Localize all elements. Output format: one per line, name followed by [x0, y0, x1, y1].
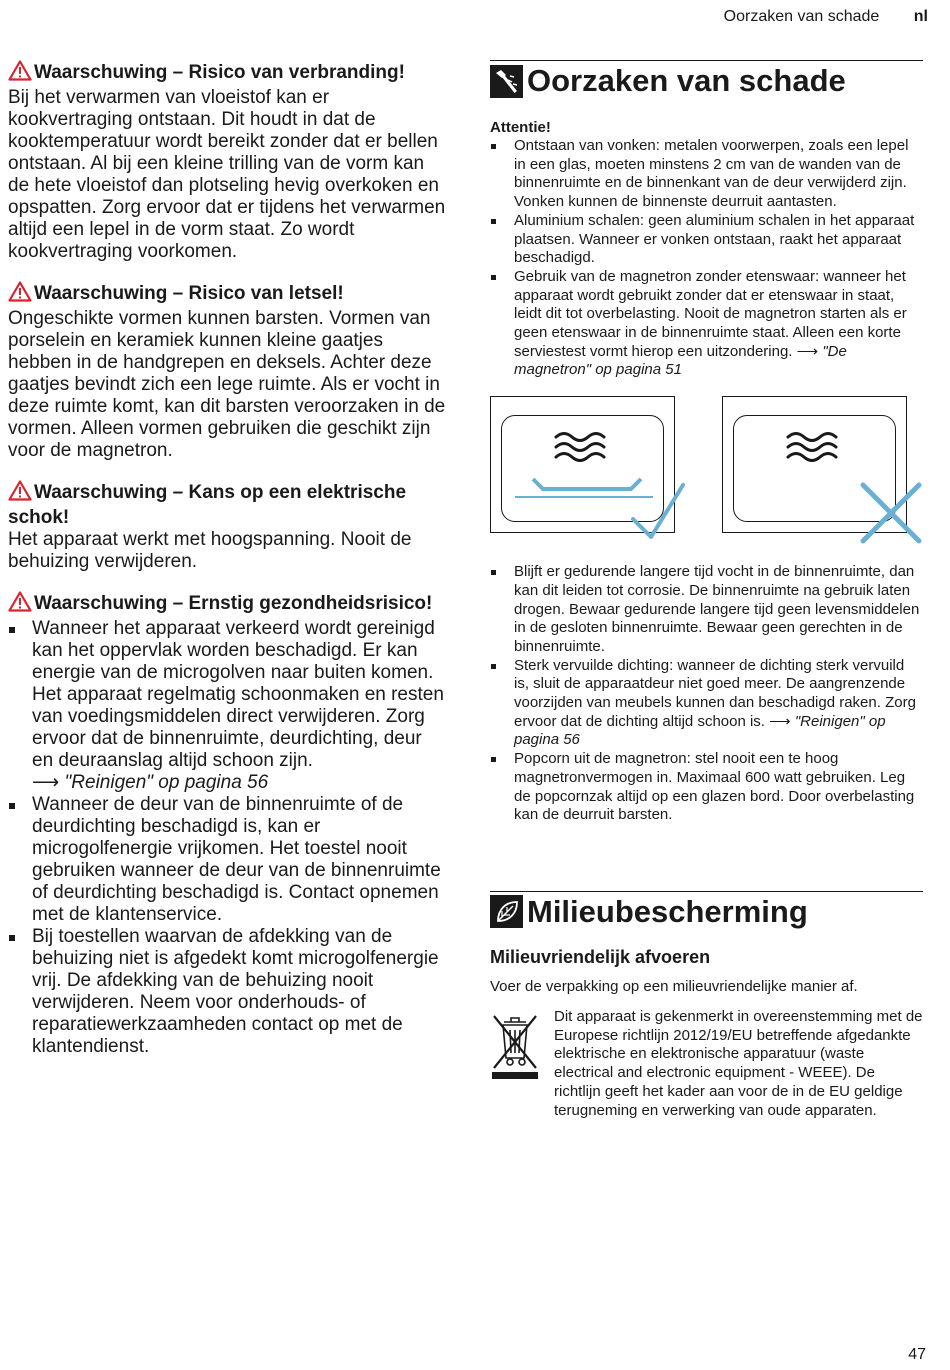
subheading: Milieuvriendelijk afvoeren [490, 946, 711, 967]
list-item: Ontstaan van vonken: metalen voorwerpen, zoals een lepel in een glas, moeten minstens 2 cm van de wanden van de binnenruimte en de binnenkant van de deur verwijderd zijn. Vonken kunnen de binnenste deurruit aantasten. [490, 137, 923, 212]
section-title: Oorzaken van schade [527, 63, 846, 98]
paragraph: Voer de verpakking op een milieuvriendelijke manier af. [490, 977, 858, 995]
warning-triangle-icon [8, 60, 32, 87]
list-item: Bij toestellen waarvan de afdekking van de behuizing niet is afgedekt komt microgolfenergie vrij. De afdekking van de behuizing nooit verwijderen. Neem voor onderhouds- of reparatiewerkzaamheden contact op met de klantendienst. [8, 926, 446, 1058]
section-environment [490, 891, 923, 1120]
warning-triangle-icon [8, 281, 32, 308]
section-header-environment [490, 891, 923, 930]
microwave-correct-illustration [490, 396, 675, 533]
cross-reference-link[interactable]: "Reinigen" op pagina 56 [64, 772, 269, 793]
list-item: Blijft er gedurende langere tijd vocht in de binnenruimte, dan kan dit leiden tot corrosie. De binnenruimte na gebruik laten drogen. Bewaar gedurende langere tijd geen levensmiddelen in de gesloten binnenruimte. Bewaar geen gerechten in de binnenruimte. [490, 563, 923, 657]
warning-body: Het apparaat werkt met hoogspanning. Nooit de behuizing verwijderen. [8, 529, 412, 572]
left-column [8, 60, 446, 1076]
warning-list [8, 618, 446, 1058]
list-item: Aluminium schalen: geen aluminium schalen in het apparaat plaatsen. Wanneer er vonken ontstaan, raakt het apparaat beschadigd. [490, 212, 923, 268]
microwave-wrong-illustration [722, 396, 907, 533]
section-title: Milieubescherming [527, 893, 808, 929]
warning-title: Waarschuwing – Risico van letsel! [34, 283, 344, 304]
cross-reference-link[interactable]: "Reinigen" op pagina 56 [514, 712, 886, 749]
warning-triangle-icon [8, 591, 32, 618]
microwave-illustration [490, 396, 923, 546]
warning-title: Waarschuwing – Kans op een elektrische schok! [8, 482, 407, 528]
damage-list-1 [490, 137, 923, 380]
weee-text: Dit apparaat is gekenmerkt in overeenstemming met de Europese richtlijn 2012/19/EU betreffende afgedankte elektrische en elektronische apparatuur (waste electrical and electronic equipment - WEEE). De richtlijn geeft het kader aan voor de in de EU geldige terugneming en verwerking van oude apparaten. [554, 1007, 923, 1119]
warning-title: Waarschuwing – Risico van verbranding! [34, 62, 405, 83]
warning-burn [8, 60, 446, 263]
microwave-waves-cross-icon [723, 397, 923, 547]
warning-electric-shock [8, 480, 446, 573]
right-column [490, 60, 923, 1120]
weee-block [490, 1008, 923, 1120]
warning-body: Ongeschikte vormen kunnen barsten. Vormen van porselein en keramiek kunnen kleine gaatjes hebben in de handgrepen en deksels. Achter deze gaatjes bevindt zich een lege ruimte. Als er vocht in deze ruimte komt, kan dit barsten veroorzaken in de vormen. Alleen vormen gebruiken die geschikt zijn voor de magnetron. [8, 308, 446, 461]
warning-triangle-icon [8, 480, 32, 507]
warning-body: Bij het verwarmen van vloeistof kan er kookvertraging ontstaan. Dit houdt in dat de kooktemperatuur wordt bereikt zonder dat er bellen ontstaan. Al bij een kleine trilling van de vorm kan de hete vloeistof dan plotseling hevig overkoken en opspatten. Zorg ervoor dat er tijdens het verwarmen altijd een lepel in de vorm staat. Zo wordt kookvertraging voorkomen. [8, 87, 446, 262]
attention-label: Attentie! [490, 119, 551, 136]
header-language: nl [913, 8, 928, 25]
cross-reference-link[interactable]: "De magnetron" op pagina 51 [514, 342, 847, 379]
damage-hammer-icon [490, 65, 523, 98]
section-header-damage [490, 60, 923, 99]
microwave-waves-check-icon [491, 397, 691, 547]
running-header [724, 8, 928, 26]
warning-injury [8, 281, 446, 462]
arrow-right-icon: ⟶ [32, 772, 60, 793]
list-item: Wanneer de deur van de binnenruimte of de deurdichting beschadigd is, kan er microgolfenergie vrijkomen. Het toestel nooit gebruiken wanneer de deur van de binnenruimte of deurdichting beschadigd is. Contact opnemen met de klantenservice. [8, 794, 446, 926]
header-section-title: Oorzaken van schade [723, 8, 880, 25]
list-item: Wanneer het apparaat verkeerd wordt gereinigd kan het oppervlak worden beschadigd. Er kan energie van de microgolven naar buiten komen. Het apparaat regelmatig schoonmaken en resten van voedingsmiddelen direct verwijderen. Zorg ervoor dat de binnenruimte, deurdichting, deur en deuraanslag altijd schoon zijn. ⟶ "Reinigen" op pagina 56 [8, 618, 446, 794]
warning-health-risk [8, 591, 446, 1058]
leaf-icon [490, 895, 523, 928]
arrow-right-icon: ⟶ [769, 712, 791, 730]
weee-crossed-bin-icon [490, 1008, 540, 1120]
page-number: 47 [908, 1346, 926, 1363]
damage-list-2 [490, 563, 923, 825]
list-item: Gebruik van de magnetron zonder etenswaar: wanneer het apparaat wordt gebruikt zonder dat er etenswaar in staat, leidt dit tot overbelasting. Nooit de magnetron starten als er geen etenswaar in de binnenruimte staat. Alleen een korte serviestest vormt hierop een uitzondering. ⟶ "De magnetron" op pagina 51 [490, 268, 923, 380]
arrow-right-icon: ⟶ [796, 342, 819, 360]
list-item: Sterk vervuilde dichting: wanneer de dichting sterk vervuild is, sluit de apparaatdeur niet goed meer. De aangrenzende voorzijden van meubels kunnen dan beschadigd raken. Zorg ervoor dat de dichting altijd schoon is. ⟶ "Reinigen" op pagina 56 [490, 657, 923, 751]
warning-title: Waarschuwing – Ernstig gezondheidsrisico! [34, 593, 433, 614]
list-item: Popcorn uit de magnetron: stel nooit een te hoog magnetronvermogen in. Maximaal 600 watt gebruiken. Leg de popcornzak altijd op een glazen bord. Door overbelasting kan de deurruit barsten. [490, 750, 923, 825]
